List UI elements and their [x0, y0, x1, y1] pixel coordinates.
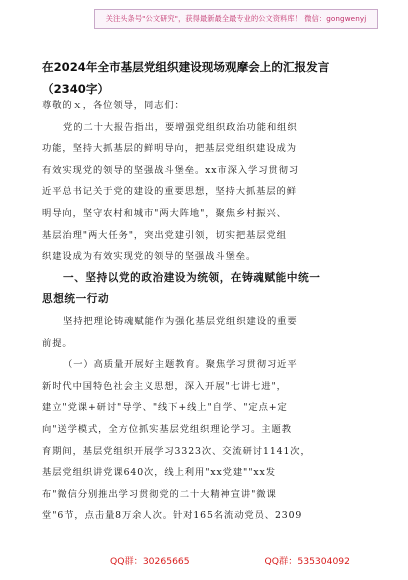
text-line: 坚持把理论铸魂赋能作为强化基层党组织建设的重要 — [63, 315, 298, 327]
text-line: 织建设成为有效实现党的领导的坚强战斗堡垒。 — [42, 251, 257, 263]
text-line: 新时代中国特色社会主义思想，深入开展"七讲七进"， — [42, 380, 287, 392]
section-heading-line-1: 一、坚持以党的政治建设为统领，在铸魂赋能中统一 — [63, 271, 321, 284]
document-title — [42, 56, 372, 100]
text-line: 明导向，坚守农村和城市"两大阵地"，聚焦乡村振兴、 — [42, 207, 287, 219]
text-line: 布"微信分别推出学习贯彻党的二十大精神宣讲"微课 — [42, 488, 277, 500]
text-line: 党的二十大报告指出，要增强党组织政治功能和组织 — [63, 121, 298, 133]
text-line: 建立"党课+研讨"导学、"线下+线上"自学、"定点+定 — [42, 402, 288, 414]
title-line-2: （2340字） — [42, 82, 110, 96]
text-line: 功能，坚持大抓基层的鲜明导向，把基层党组织建设成为 — [42, 143, 297, 155]
section-heading-line-2: 思想统一行动 — [42, 293, 110, 306]
text-line: （一）高质量开展好主题教育。聚焦学习贯彻习近平 — [63, 359, 298, 371]
text-line: 堂"6节，点击量8万余人次。针对165名流动党员、2309 — [42, 510, 303, 522]
document-body — [42, 95, 372, 527]
text-line: 基层党组织讲党课640次，线上利用"xx党建""xx发 — [42, 467, 276, 479]
text-line: 有效实现党的领导的坚强战斗堡垒。xx市深入学习贯彻习 — [42, 164, 300, 176]
intro-paragraph — [42, 117, 372, 268]
text-line: 近平总书记关于党的建设的重要思想，坚持大抓基层的鲜 — [42, 186, 297, 198]
qq-group-2: QQ群：535304092 — [264, 556, 350, 567]
section-paragraph — [42, 311, 372, 354]
qq-group-1: QQ群：30265665 — [110, 556, 190, 567]
header-banner — [94, 9, 378, 29]
banner-text: 关注头条号"公文研究"，获得最新最全最专业的公文资料库！ 微信：gongwenyj — [105, 14, 367, 23]
text-line: 育期间，基层党组织开展学习3323次、交流研讨1141次， — [42, 445, 311, 457]
subsection-paragraph — [42, 354, 372, 527]
text-line: 向"送学模式，全方位抓实基层党组织理论学习。主题教 — [42, 423, 292, 435]
text-line: 基层治理"两大任务"，突出党建引领，切实把基层党组 — [42, 229, 287, 241]
greeting: 尊敬的ｘ，各位领导，同志们： — [42, 100, 185, 111]
footer — [110, 553, 350, 567]
title-line-1: 在2024年全市基层党组织建设现场观摩会上的汇报发言 — [42, 60, 330, 74]
text-line: 前提。 — [42, 337, 73, 349]
